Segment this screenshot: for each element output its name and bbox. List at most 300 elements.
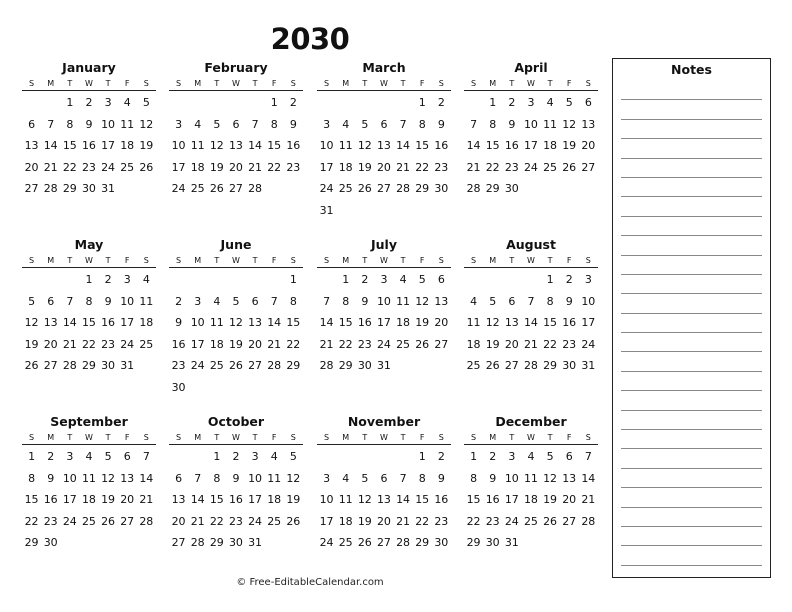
day-cell <box>41 269 60 291</box>
day-cell <box>137 355 156 377</box>
day-cell <box>355 92 374 114</box>
day-cell: 4 <box>194 117 202 131</box>
day-cell: 10 <box>171 139 186 152</box>
day-cell: 26 <box>286 514 301 528</box>
day-cell: 3 <box>323 117 331 131</box>
day-cell: 30 <box>562 359 577 372</box>
day-cell: 8 <box>28 471 36 485</box>
day-cell: 4 <box>399 273 407 286</box>
notes-line[interactable] <box>621 236 762 255</box>
day-cell: 23 <box>171 359 186 372</box>
day-cell: 11 <box>81 471 96 485</box>
week-row <box>317 489 451 511</box>
day-cell: 18 <box>209 337 224 351</box>
day-cell: 8 <box>489 117 497 131</box>
day-cell: 20 <box>562 493 577 506</box>
notes-line[interactable] <box>621 372 762 391</box>
weekday-header: T <box>547 79 553 88</box>
day-cell: 4 <box>527 450 535 463</box>
day-cell: 4 <box>546 96 554 109</box>
weekday-header: S <box>585 433 591 442</box>
weeks <box>169 445 303 554</box>
day-cell <box>541 178 560 200</box>
notes-line[interactable] <box>621 81 762 100</box>
day-cell: 2 <box>47 450 55 463</box>
weekday-header: T <box>67 79 73 88</box>
weeks <box>317 445 451 554</box>
day-cell: 11 <box>338 139 353 152</box>
day-cell: 11 <box>209 316 224 329</box>
weekday-header-row <box>464 254 598 268</box>
week-row <box>464 157 598 179</box>
notes-line[interactable] <box>621 159 762 178</box>
day-cell: 9 <box>565 294 573 308</box>
day-cell: 9 <box>85 117 93 131</box>
day-cell: 12 <box>209 139 224 152</box>
day-cell: 1 <box>289 273 297 286</box>
day-cell <box>394 446 413 468</box>
day-cell: 19 <box>562 139 577 152</box>
day-cell: 10 <box>523 117 538 131</box>
day-cell: 30 <box>43 536 58 549</box>
weekday-header: F <box>124 433 130 442</box>
week-row <box>169 446 303 468</box>
day-cell: 15 <box>338 316 353 329</box>
notes-line[interactable] <box>621 527 762 546</box>
day-cell: 10 <box>581 294 596 308</box>
notes-line[interactable] <box>621 469 762 488</box>
week-row <box>317 114 451 136</box>
weekday-header: T <box>105 256 111 265</box>
day-cell: 7 <box>66 294 74 308</box>
day-cell: 13 <box>24 139 39 152</box>
day-cell: 6 <box>584 96 592 109</box>
day-cell: 22 <box>338 337 353 351</box>
day-cell: 5 <box>213 117 221 131</box>
weekday-header: T <box>214 79 220 88</box>
day-cell: 16 <box>434 493 449 506</box>
notes-line[interactable] <box>621 139 762 158</box>
week-row <box>317 92 451 114</box>
day-cell: 23 <box>286 160 301 174</box>
day-cell: 16 <box>434 139 449 152</box>
day-cell: 17 <box>376 316 391 329</box>
day-cell: 18 <box>120 139 135 152</box>
weekday-header: T <box>214 256 220 265</box>
month-february <box>169 59 303 200</box>
day-cell: 7 <box>399 471 407 485</box>
day-cell: 14 <box>466 139 481 152</box>
day-cell: 30 <box>504 182 519 195</box>
day-cell: 22 <box>24 514 39 528</box>
week-row <box>317 446 451 468</box>
day-cell: 7 <box>584 450 592 463</box>
month-name: October <box>207 414 265 429</box>
day-cell: 6 <box>380 471 388 485</box>
weekday-header: W <box>526 433 535 442</box>
day-cell: 2 <box>437 450 445 463</box>
day-cell: 7 <box>270 294 278 308</box>
notes-line[interactable] <box>621 197 762 216</box>
day-cell <box>246 269 265 291</box>
day-cell: 20 <box>376 160 391 174</box>
weekday-header: T <box>105 79 111 88</box>
day-cell: 27 <box>504 359 519 372</box>
notes-line[interactable] <box>621 352 762 371</box>
day-cell: 20 <box>120 493 135 506</box>
day-cell: 18 <box>190 160 205 174</box>
week-row <box>22 291 156 313</box>
day-cell: 27 <box>376 536 391 549</box>
day-cell <box>317 269 336 291</box>
weekday-header-row <box>169 431 303 445</box>
month-name: January <box>62 60 116 75</box>
weeks <box>22 445 156 554</box>
weekday-header: T <box>252 433 258 442</box>
month-name: July <box>371 237 397 252</box>
day-cell <box>521 178 540 200</box>
day-cell: 7 <box>47 117 55 131</box>
day-cell: 11 <box>139 294 154 308</box>
week-row <box>169 532 303 554</box>
day-cell: 25 <box>338 536 353 549</box>
day-cell: 12 <box>415 294 430 308</box>
day-cell: 6 <box>508 294 516 308</box>
day-cell: 2 <box>85 96 93 109</box>
day-cell: 11 <box>267 471 282 485</box>
weekday-header: S <box>438 79 444 88</box>
notes-line[interactable] <box>621 120 762 139</box>
day-cell: 8 <box>213 471 221 485</box>
day-cell: 14 <box>581 471 596 485</box>
day-cell: 10 <box>319 139 334 152</box>
day-cell: 4 <box>342 471 350 485</box>
notes-line[interactable] <box>621 294 762 313</box>
week-row <box>464 532 598 554</box>
day-cell: 23 <box>434 160 449 174</box>
weekday-header: F <box>124 256 130 265</box>
day-cell: 1 <box>489 96 497 109</box>
day-cell <box>60 532 79 554</box>
notes-line[interactable] <box>621 100 762 119</box>
day-cell <box>464 269 483 291</box>
day-cell: 8 <box>546 294 554 308</box>
day-cell: 29 <box>415 536 430 549</box>
day-cell: 13 <box>504 316 519 329</box>
day-cell <box>336 92 355 114</box>
day-cell: 3 <box>584 273 592 286</box>
day-cell: 16 <box>81 139 96 152</box>
day-cell: 30 <box>101 359 116 372</box>
day-cell: 15 <box>62 139 77 152</box>
day-cell: 5 <box>142 96 150 109</box>
notes-line[interactable] <box>621 449 762 468</box>
day-cell: 27 <box>376 182 391 195</box>
month-name: December <box>495 414 567 429</box>
day-cell: 28 <box>248 182 263 195</box>
day-cell: 24 <box>504 514 519 528</box>
month-december <box>464 413 598 554</box>
day-cell <box>317 92 336 114</box>
notes-line[interactable] <box>621 275 762 294</box>
day-cell: 27 <box>43 359 58 372</box>
day-cell: 4 <box>213 294 221 308</box>
weeks <box>22 91 156 200</box>
day-cell: 20 <box>248 337 263 351</box>
day-cell <box>355 200 374 222</box>
day-cell: 3 <box>104 96 112 109</box>
weekday-header: M <box>489 79 497 88</box>
weekday-header: S <box>585 79 591 88</box>
day-cell: 9 <box>437 471 445 485</box>
month-march <box>317 59 451 221</box>
day-cell: 15 <box>24 493 39 506</box>
week-row <box>169 291 303 313</box>
notes-line[interactable] <box>621 333 762 352</box>
day-cell: 9 <box>508 117 516 131</box>
day-cell: 22 <box>62 160 77 174</box>
day-cell: 25 <box>396 337 411 351</box>
day-cell <box>394 355 413 377</box>
day-cell: 7 <box>527 294 535 308</box>
day-cell: 9 <box>289 117 297 131</box>
day-cell: 3 <box>380 273 388 286</box>
day-cell: 10 <box>190 316 205 329</box>
day-cell: 11 <box>523 471 538 485</box>
day-cell: 16 <box>504 139 519 152</box>
notes-lines <box>621 81 762 566</box>
weekday-header: S <box>29 433 35 442</box>
day-cell <box>265 532 284 554</box>
day-cell: 25 <box>139 337 154 351</box>
day-cell: 23 <box>81 160 96 174</box>
day-cell: 18 <box>81 493 96 506</box>
day-cell: 13 <box>43 316 58 329</box>
weekday-header: S <box>324 433 330 442</box>
week-row <box>317 291 451 313</box>
day-cell: 17 <box>190 337 205 351</box>
day-cell: 24 <box>523 160 538 174</box>
day-cell: 26 <box>139 160 154 174</box>
weekday-header: S <box>324 79 330 88</box>
day-cell: 18 <box>466 337 481 351</box>
day-cell: 24 <box>190 359 205 372</box>
month-name: March <box>362 60 406 75</box>
week-row <box>464 92 598 114</box>
day-cell: 24 <box>248 514 263 528</box>
day-cell: 21 <box>466 160 481 174</box>
day-cell: 14 <box>396 493 411 506</box>
weekday-header: F <box>124 79 130 88</box>
day-cell: 1 <box>470 450 478 463</box>
notes-line[interactable] <box>621 391 762 410</box>
weekday-header: T <box>362 433 368 442</box>
day-cell: 6 <box>28 117 36 131</box>
day-cell: 18 <box>139 316 154 329</box>
day-cell: 13 <box>228 139 243 152</box>
day-cell: 8 <box>289 294 297 308</box>
day-cell: 2 <box>565 273 573 286</box>
notes-line[interactable] <box>621 256 762 275</box>
weekday-header: W <box>379 433 388 442</box>
week-row <box>169 511 303 533</box>
day-cell: 21 <box>190 514 205 528</box>
weekday-header: T <box>362 256 368 265</box>
day-cell <box>541 532 560 554</box>
day-cell: 23 <box>357 337 372 351</box>
day-cell: 8 <box>418 117 426 131</box>
day-cell <box>464 92 483 114</box>
day-cell: 12 <box>357 139 372 152</box>
day-cell: 19 <box>24 337 39 351</box>
day-cell: 21 <box>319 337 334 351</box>
day-cell: 19 <box>485 337 500 351</box>
day-cell: 13 <box>376 139 391 152</box>
day-cell: 26 <box>415 337 430 351</box>
day-cell <box>118 178 137 200</box>
notes-line[interactable] <box>621 178 762 197</box>
weeks <box>464 445 598 554</box>
notes-title: Notes <box>671 62 712 77</box>
day-cell: 21 <box>62 337 77 351</box>
day-cell: 12 <box>228 316 243 329</box>
weekday-header: W <box>379 256 388 265</box>
day-cell: 23 <box>562 337 577 351</box>
day-cell: 9 <box>437 117 445 131</box>
day-cell: 27 <box>562 514 577 528</box>
notes-line[interactable] <box>621 546 762 565</box>
day-cell: 25 <box>338 182 353 195</box>
notes-line[interactable] <box>621 411 762 430</box>
week-row <box>169 377 303 399</box>
week-row <box>317 135 451 157</box>
day-cell: 28 <box>466 182 481 195</box>
day-cell: 16 <box>357 316 372 329</box>
day-cell: 31 <box>101 182 116 195</box>
day-cell: 3 <box>66 450 74 463</box>
weekday-header: T <box>509 433 515 442</box>
weekday-header: F <box>566 256 572 265</box>
day-cell: 8 <box>418 471 426 485</box>
day-cell: 17 <box>62 493 77 506</box>
day-cell: 3 <box>508 450 516 463</box>
day-cell: 22 <box>415 514 430 528</box>
day-cell: 12 <box>24 316 39 329</box>
day-cell: 18 <box>543 139 558 152</box>
day-cell <box>265 269 284 291</box>
notes-line[interactable] <box>621 430 762 449</box>
day-cell: 16 <box>43 493 58 506</box>
weekday-header: S <box>290 79 296 88</box>
day-cell: 18 <box>338 160 353 174</box>
day-cell: 21 <box>139 493 154 506</box>
day-cell: 25 <box>523 514 538 528</box>
weekday-header: S <box>324 256 330 265</box>
day-cell: 31 <box>376 359 391 372</box>
day-cell: 5 <box>28 294 36 308</box>
weekday-header: F <box>419 433 425 442</box>
weekday-header: F <box>566 433 572 442</box>
notes-line[interactable] <box>621 508 762 527</box>
notes-line[interactable] <box>621 314 762 333</box>
day-cell: 6 <box>47 294 55 308</box>
day-cell: 18 <box>267 493 282 506</box>
day-cell: 19 <box>209 160 224 174</box>
day-cell: 12 <box>286 471 301 485</box>
weekday-header: M <box>47 433 55 442</box>
day-cell: 1 <box>28 450 36 463</box>
day-cell <box>169 92 188 114</box>
day-cell: 12 <box>101 471 116 485</box>
week-row <box>464 114 598 136</box>
day-cell <box>60 269 79 291</box>
day-cell: 8 <box>85 294 93 308</box>
day-cell <box>22 92 41 114</box>
day-cell: 17 <box>248 493 263 506</box>
week-row <box>464 291 598 313</box>
week-row <box>22 312 156 334</box>
day-cell: 26 <box>357 536 372 549</box>
day-cell: 28 <box>523 359 538 372</box>
weekday-header: T <box>400 433 406 442</box>
day-cell: 25 <box>81 514 96 528</box>
week-row <box>169 334 303 356</box>
weekday-header: S <box>438 256 444 265</box>
day-cell: 13 <box>376 493 391 506</box>
day-cell: 9 <box>47 471 55 485</box>
day-cell <box>188 269 207 291</box>
day-cell: 29 <box>209 536 224 549</box>
week-row <box>169 312 303 334</box>
day-cell: 28 <box>267 359 282 372</box>
day-cell: 30 <box>485 536 500 549</box>
month-june <box>169 236 303 398</box>
week-row <box>317 334 451 356</box>
day-cell <box>79 532 98 554</box>
day-cell: 19 <box>286 493 301 506</box>
day-cell: 7 <box>323 294 331 308</box>
day-cell <box>137 532 156 554</box>
day-cell: 27 <box>171 536 186 549</box>
week-row <box>317 178 451 200</box>
week-row <box>22 178 156 200</box>
notes-line[interactable] <box>621 217 762 236</box>
day-cell <box>207 92 226 114</box>
day-cell: 15 <box>209 493 224 506</box>
day-cell <box>355 446 374 468</box>
weeks <box>464 91 598 200</box>
day-cell <box>265 377 284 399</box>
weekday-header-row <box>22 431 156 445</box>
day-cell: 29 <box>62 182 77 195</box>
weekday-header-row <box>169 77 303 91</box>
day-cell: 14 <box>43 139 58 152</box>
day-cell <box>374 200 393 222</box>
weekday-header: S <box>176 79 182 88</box>
week-row <box>169 157 303 179</box>
weekday-header: S <box>438 433 444 442</box>
week-row <box>317 157 451 179</box>
day-cell: 28 <box>396 182 411 195</box>
day-cell: 16 <box>101 316 116 329</box>
notes-line[interactable] <box>621 488 762 507</box>
weekday-header: T <box>252 79 258 88</box>
month-may <box>22 236 156 377</box>
day-cell: 2 <box>104 273 112 286</box>
day-cell: 19 <box>415 316 430 329</box>
weekday-header: T <box>509 256 515 265</box>
day-cell: 12 <box>562 117 577 131</box>
